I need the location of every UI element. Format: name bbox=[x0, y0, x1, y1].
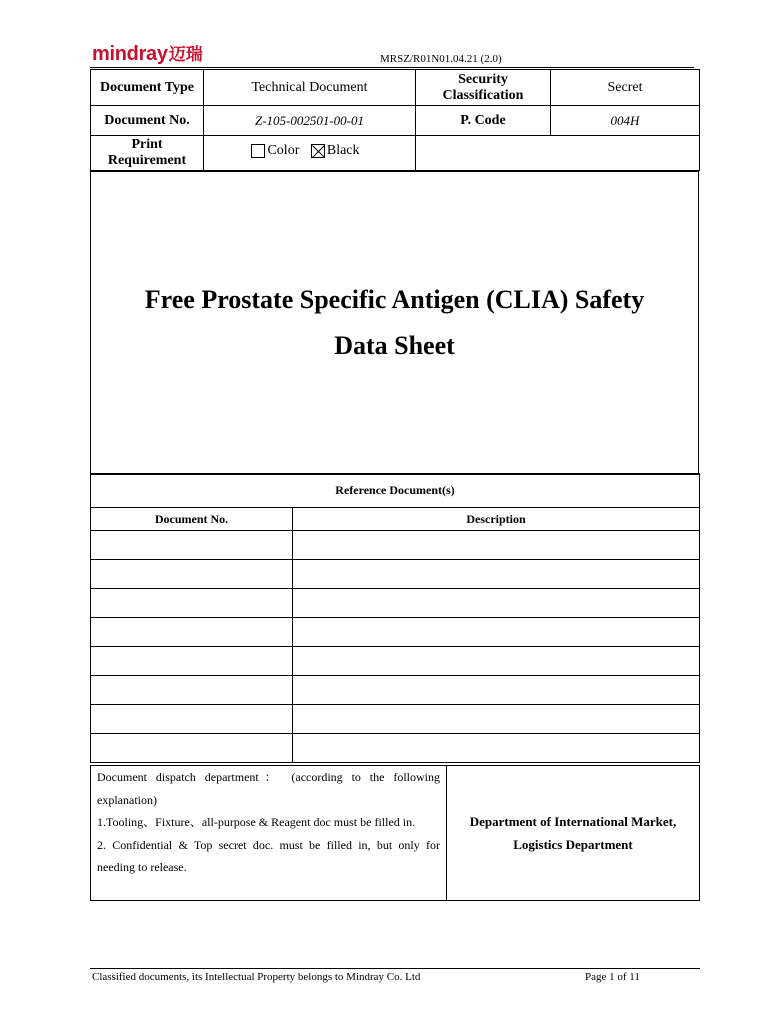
table-row bbox=[91, 734, 700, 763]
black-option-label: Black bbox=[326, 143, 360, 158]
page-number: Page 1 of 11 bbox=[585, 971, 640, 983]
ref-doc-no-cell[interactable] bbox=[91, 705, 293, 734]
doc-type-label: Document Type bbox=[91, 70, 204, 106]
ref-description-cell[interactable] bbox=[293, 734, 700, 763]
security-label: Security Classification bbox=[416, 70, 551, 106]
logo-text-cn: 迈瑞 bbox=[168, 45, 203, 65]
ref-doc-no-cell[interactable] bbox=[91, 647, 293, 676]
ref-description-cell[interactable] bbox=[293, 705, 700, 734]
security-value: Secret bbox=[551, 70, 700, 106]
footer-rule bbox=[90, 968, 700, 969]
ref-doc-no-cell[interactable] bbox=[91, 560, 293, 589]
dept-line-1: Department of International Market, bbox=[469, 814, 677, 829]
ref-description-cell[interactable] bbox=[293, 618, 700, 647]
ref-doc-no-cell[interactable] bbox=[91, 531, 293, 560]
document-title bbox=[91, 172, 699, 475]
title-line-2: Data Sheet bbox=[334, 331, 455, 360]
print-requirement-blank bbox=[416, 136, 700, 171]
doc-type-value: Technical Document bbox=[204, 70, 416, 106]
col-header-description: Description bbox=[293, 508, 700, 531]
ref-description-cell[interactable] bbox=[293, 560, 700, 589]
dispatch-rule-2: 2. Confidential & Top secret doc. must be filled in, but only for needing to release. bbox=[97, 837, 440, 874]
ref-description-cell[interactable] bbox=[293, 676, 700, 705]
color-checkbox[interactable] bbox=[251, 144, 265, 158]
pcode-label: P. Code bbox=[416, 106, 551, 136]
doc-no-label: Document No. bbox=[91, 106, 204, 136]
mindray-logo bbox=[92, 40, 203, 66]
dispatch-explanation bbox=[91, 766, 447, 901]
print-requirement-label: Print Requirement bbox=[91, 136, 204, 171]
dispatch-department bbox=[447, 766, 700, 901]
black-option[interactable] bbox=[311, 143, 360, 159]
color-option-label: Color bbox=[267, 143, 300, 158]
logo-text-en: mindray bbox=[92, 43, 168, 65]
title-line-1: Free Prostate Specific Antigen (CLIA) Safety bbox=[144, 285, 645, 314]
dispatch-intro: Document dispatch department： (according to the following explanation) bbox=[97, 770, 440, 807]
ref-doc-no-cell[interactable] bbox=[91, 589, 293, 618]
dispatch-table bbox=[90, 765, 700, 901]
table-row bbox=[91, 618, 700, 647]
col-header-doc-no: Document No. bbox=[91, 508, 293, 531]
table-row bbox=[91, 560, 700, 589]
doc-no-value: Z-105-002501-00-01 bbox=[204, 106, 416, 136]
form-code: MRSZ/R01N01.04.21 (2.0) bbox=[380, 53, 502, 65]
table-row bbox=[91, 647, 700, 676]
title-table bbox=[90, 171, 699, 475]
header-rule bbox=[90, 67, 694, 68]
dept-line-2: Logistics Department bbox=[513, 837, 633, 852]
reference-documents-table bbox=[90, 473, 700, 763]
table-row bbox=[91, 676, 700, 705]
ref-doc-no-cell[interactable] bbox=[91, 676, 293, 705]
ref-doc-no-cell[interactable] bbox=[91, 618, 293, 647]
color-option[interactable] bbox=[251, 143, 299, 159]
ref-description-cell[interactable] bbox=[293, 589, 700, 618]
print-options-cell bbox=[204, 136, 416, 171]
pcode-value: 004H bbox=[551, 106, 700, 136]
table-row bbox=[91, 531, 700, 560]
table-row bbox=[91, 589, 700, 618]
ref-description-cell[interactable] bbox=[293, 647, 700, 676]
table-row bbox=[91, 705, 700, 734]
dispatch-rule-1: 1.Tooling、Fixture、all-purpose & Reagent doc must be filled in. bbox=[97, 815, 416, 829]
black-checkbox[interactable] bbox=[311, 144, 325, 158]
footer-notice: Classified documents, its Intellectual Property belongs to Mindray Co. Ltd bbox=[92, 971, 421, 983]
ref-description-cell[interactable] bbox=[293, 531, 700, 560]
reference-heading: Reference Document(s) bbox=[91, 474, 700, 508]
ref-doc-no-cell[interactable] bbox=[91, 734, 293, 763]
document-meta-table bbox=[90, 69, 700, 171]
